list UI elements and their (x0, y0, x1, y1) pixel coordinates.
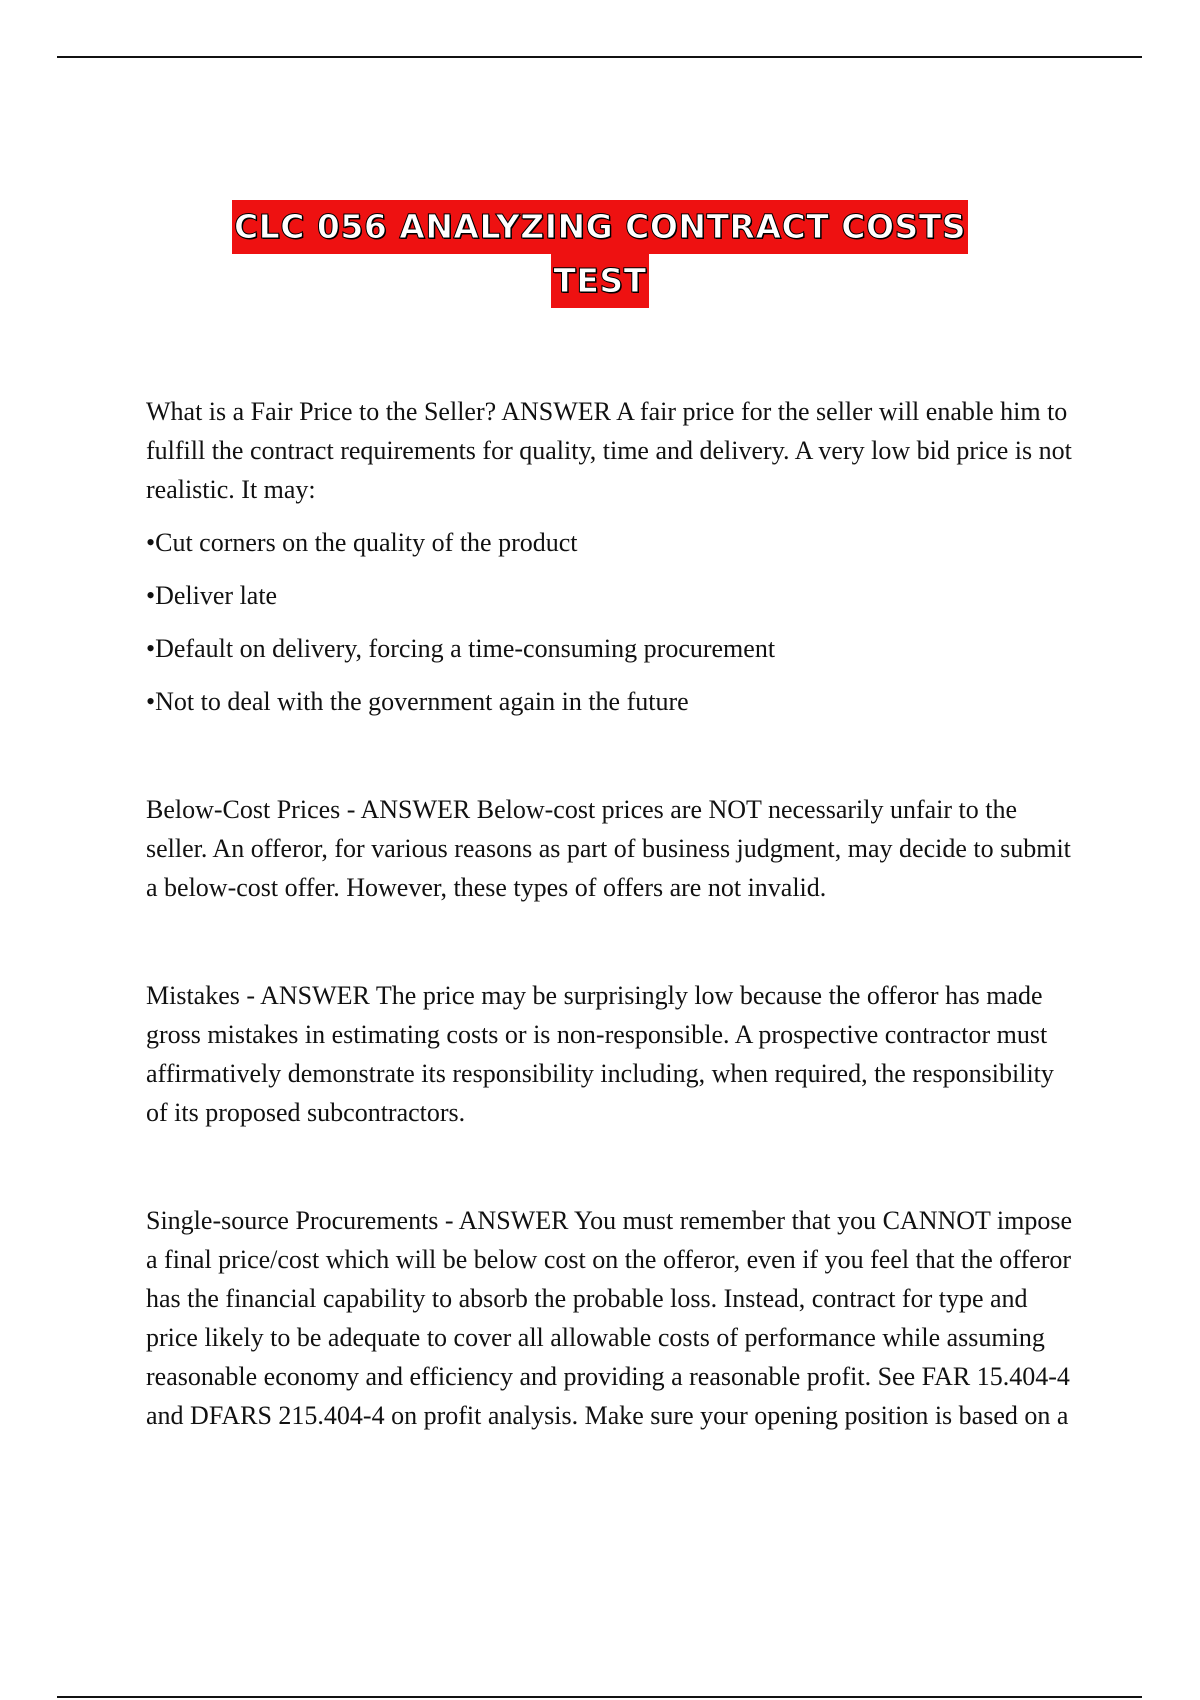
title-line-2: TEST (551, 254, 648, 308)
bullet-item: •Default on delivery, forcing a time-consuming procurement (146, 634, 776, 663)
footer-rule (57, 1696, 1142, 1698)
paragraph-mistakes: Mistakes - ANSWER The price may be surprisingly low because the offeror has made gross mistakes in estimating costs or is non-responsible. A prospective contractor must affirmatively demonstrate its responsibility including, when required, the responsibility of its proposed subcontractors. (146, 981, 1054, 1127)
document-body (146, 392, 1076, 1435)
document-title (0, 200, 1200, 308)
bullet-item: •Cut corners on the quality of the product (146, 528, 578, 557)
paragraph-below-cost-prices: Below-Cost Prices - ANSWER Below-cost prices are NOT necessarily unfair to the seller. An offeror, for various reasons as part of business judgment, may decide to submit a below-cost offer. However, these types of offers are not invalid. (146, 795, 1071, 902)
header-rule (57, 56, 1142, 58)
paragraph-single-source-procurements: Single-source Procurements - ANSWER You must remember that you CANNOT impose a final price/cost which will be below cost on the offeror, even if you feel that the offeror has the financial capability to absorb the probable loss. Instead, contract for type and price likely to be adequate to cover all allowable costs of performance while assuming reasonable economy and efficiency and providing a reasonable profit. See FAR 15.404-4 and DFARS 215.404-4 on profit analysis. Make sure your opening position is based on a (146, 1206, 1073, 1430)
bullet-item: •Not to deal with the government again in the future (146, 687, 689, 716)
title-line-1: CLC 056 ANALYZING CONTRACT COSTS (232, 200, 968, 254)
bullet-item: •Deliver late (146, 581, 278, 610)
paragraph-fair-price: What is a Fair Price to the Seller? ANSWER A fair price for the seller will enable him to fulfill the contract requirements for quality, time and delivery. A very low bid price is not realistic. It may: (146, 397, 1072, 504)
